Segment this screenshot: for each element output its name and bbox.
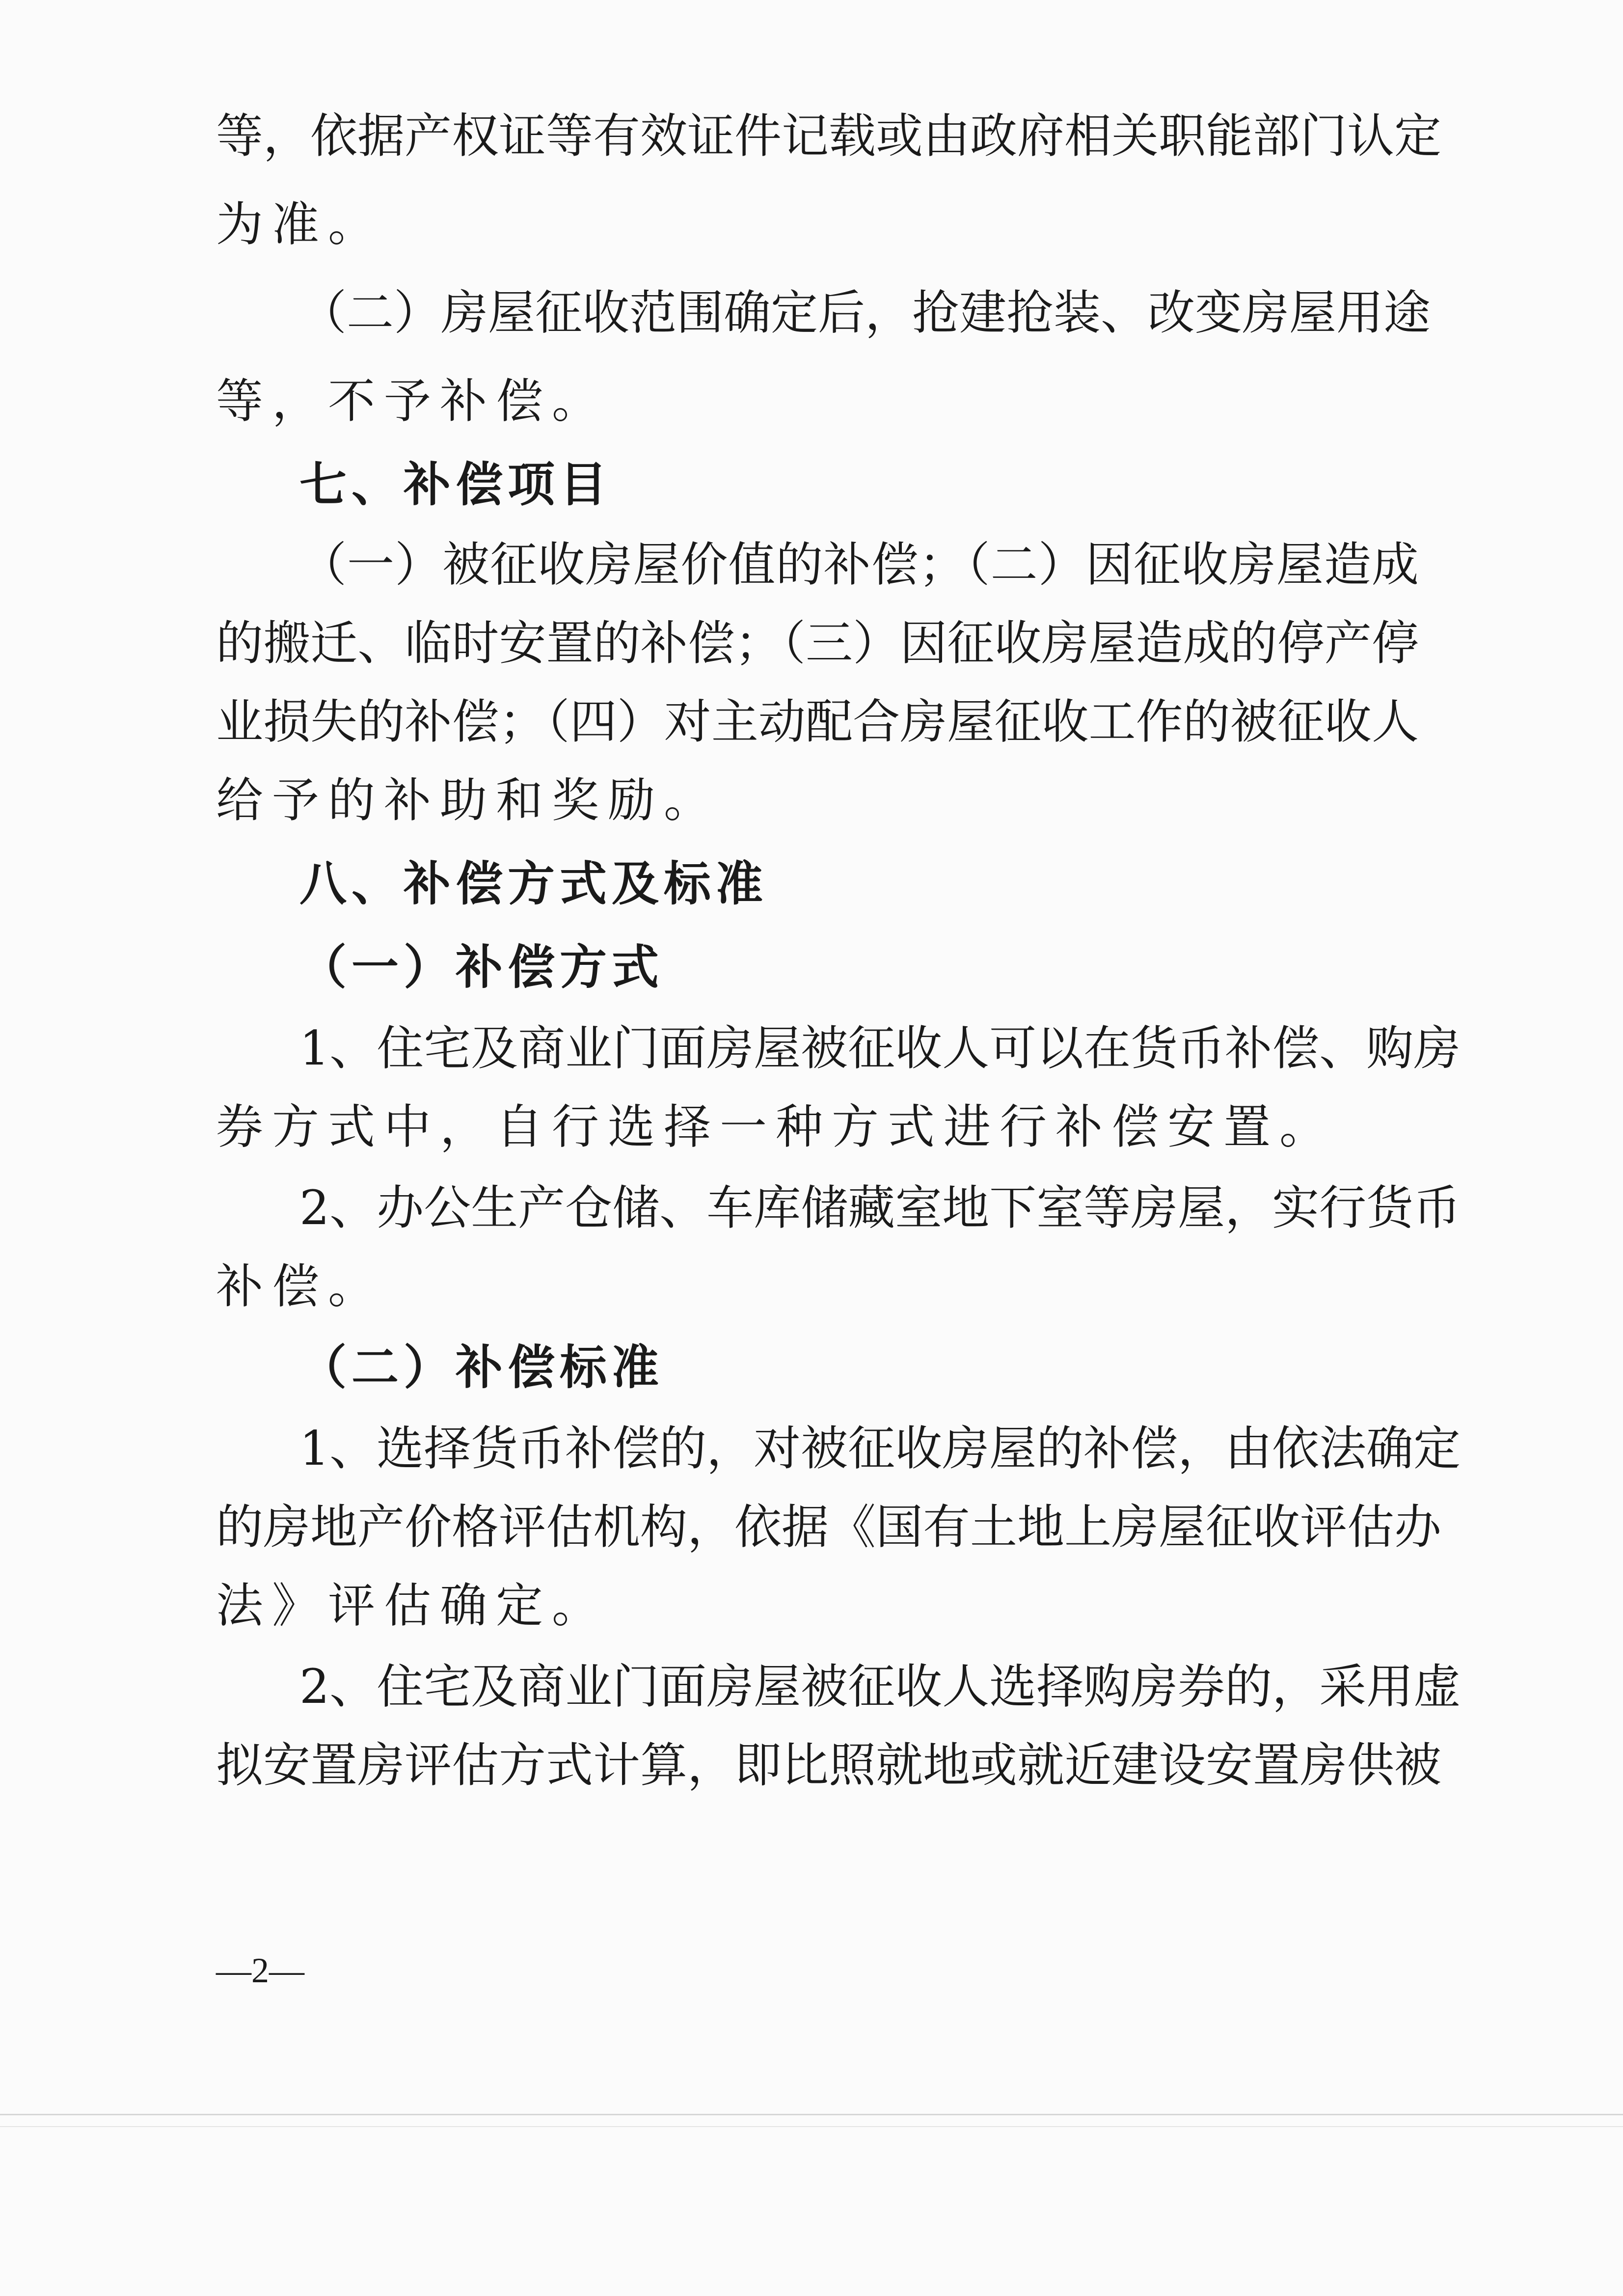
- body-line: 券方式中，自行选择一种方式进行补偿安置。: [216, 1099, 1335, 1154]
- body-line: 补偿。: [216, 1259, 384, 1314]
- body-line: 法》评估确定。: [216, 1578, 608, 1633]
- body-line: （二）房屋征收范围确定后，抢建抢装、改变房屋用途: [299, 285, 1431, 340]
- body-line: 等，不予补偿。: [216, 374, 608, 429]
- body-line: 给予的补助和奖励。: [216, 773, 720, 828]
- body-line: 拟安置房评估方式计算，即比照就地或就近建设安置房供被: [216, 1738, 1441, 1793]
- body-line: 的房地产价格评估机构，依据《国有土地上房屋征收评估办: [216, 1500, 1441, 1555]
- scan-edge-line: [0, 2126, 1623, 2127]
- section-heading-7: 七、补偿项目: [299, 457, 612, 512]
- body-line: 2、办公生产仓储、车库储藏室地下室等房屋，实行货币: [299, 1180, 1461, 1235]
- body-line: 1、选择货币补偿的，对被征收房屋的补偿，由依法确定: [299, 1421, 1461, 1476]
- body-line: 业损失的补偿；（四）对主动配合房屋征收工作的被征收人: [216, 694, 1419, 749]
- body-line: （一）被征收房屋价值的补偿；（二）因征收房屋造成: [299, 537, 1419, 592]
- body-line: 2、住宅及商业门面房屋被征收人选择购房券的，采用虚: [299, 1659, 1461, 1714]
- page-number: —2—: [216, 1951, 304, 1990]
- body-line: 的搬迁、临时安置的补偿；（三）因征收房屋造成的停产停: [216, 616, 1419, 671]
- body-line: 1、住宅及商业门面房屋被征收人可以在货币补偿、购房: [299, 1021, 1461, 1076]
- scan-edge-line: [0, 2114, 1623, 2115]
- subsection-heading-2: （二）补偿标准: [299, 1340, 664, 1395]
- body-line: 等，依据产权证等有效证件记载或由政府相关职能部门认定: [216, 109, 1441, 164]
- body-line: 为准。: [216, 197, 384, 252]
- section-heading-8: 八、补偿方式及标准: [299, 856, 768, 911]
- subsection-heading-1: （一）补偿方式: [299, 940, 664, 995]
